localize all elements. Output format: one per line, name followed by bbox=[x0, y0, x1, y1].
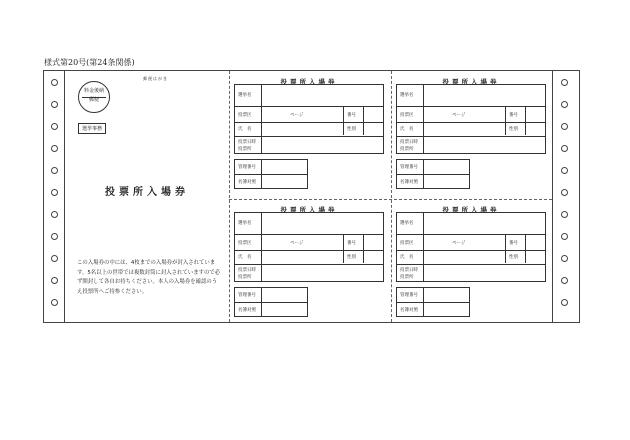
sprocket-hole bbox=[561, 211, 568, 218]
sprocket-hole bbox=[51, 167, 58, 174]
sprocket-hole bbox=[561, 101, 568, 108]
label-voting-district: 投票区 bbox=[400, 241, 414, 246]
label-polling-place: 投票所 bbox=[400, 275, 414, 280]
label-voting-datetime: 投票日時 bbox=[238, 140, 256, 145]
admission-ticket bbox=[234, 202, 384, 320]
cover-title: 投票所入場券 bbox=[105, 187, 189, 198]
label-admin-number: 管理番号 bbox=[400, 293, 418, 298]
ticket-main-box bbox=[396, 84, 546, 154]
label-number: 番号 bbox=[347, 241, 356, 246]
label-election: 選挙名 bbox=[400, 221, 414, 226]
sprocket-hole bbox=[561, 145, 568, 152]
sprocket-hole bbox=[51, 211, 58, 218]
sprocket-hole bbox=[51, 123, 58, 130]
ballot-admission-form bbox=[43, 70, 580, 323]
cover-panel bbox=[65, 71, 229, 324]
stamp-line-1: 料金後納 bbox=[83, 88, 104, 94]
ticket-admin-box bbox=[396, 159, 470, 189]
ticket-main-box bbox=[234, 212, 384, 282]
ticket-admin-box bbox=[396, 287, 470, 317]
label-number: 番号 bbox=[509, 113, 518, 118]
ticket-title: 投票所入場券 bbox=[280, 78, 338, 86]
label-admin-number: 管理番号 bbox=[238, 165, 256, 170]
label-polling-place: 投票所 bbox=[400, 147, 414, 152]
ticket-main-box bbox=[234, 84, 384, 154]
label-page: ページ bbox=[452, 241, 466, 246]
sprocket-hole bbox=[561, 123, 568, 130]
admission-ticket bbox=[396, 74, 546, 192]
label-page: ページ bbox=[290, 241, 304, 246]
sprocket-hole bbox=[51, 145, 58, 152]
sprocket-hole bbox=[561, 233, 568, 240]
label-voting-district: 投票区 bbox=[238, 241, 252, 246]
label-number: 番号 bbox=[347, 113, 356, 118]
label-name: 氏 名 bbox=[400, 255, 414, 260]
middle-fold-line bbox=[229, 199, 552, 200]
label-name: 氏 名 bbox=[400, 127, 414, 132]
label-election: 選挙名 bbox=[238, 221, 252, 226]
cover-notes: この入場券の中には、4枚までの入場券が封入されています。5名以上の世帯では複数封筒に封入されていますので必ず開封して各自お持ちください。本人の入場券を確認のうえ投票所へご持参ください。 bbox=[77, 260, 221, 295]
sprocket-hole bbox=[51, 79, 58, 86]
label-number: 番号 bbox=[509, 241, 518, 246]
sprocket-hole bbox=[561, 255, 568, 262]
sprocket-hole bbox=[561, 79, 568, 86]
label-gender: 性別 bbox=[509, 255, 518, 260]
right-strip-edge bbox=[552, 71, 553, 322]
sprocket-hole bbox=[561, 189, 568, 196]
label-voting-datetime: 投票日時 bbox=[400, 268, 418, 273]
sprocket-hole bbox=[51, 277, 58, 284]
ticket-title: 投票所入場券 bbox=[442, 206, 500, 214]
admission-ticket bbox=[396, 202, 546, 320]
sprocket-hole bbox=[561, 299, 568, 306]
label-register-check: 名簿対照 bbox=[238, 308, 256, 313]
label-admin-number: 管理番号 bbox=[400, 165, 418, 170]
label-name: 氏 名 bbox=[238, 127, 252, 132]
sprocket-hole bbox=[561, 277, 568, 284]
label-election: 選挙名 bbox=[400, 93, 414, 98]
label-register-check: 名簿対照 bbox=[400, 180, 418, 185]
label-gender: 性別 bbox=[347, 255, 356, 260]
label-page: ページ bbox=[290, 113, 304, 118]
label-register-check: 名簿対照 bbox=[400, 308, 418, 313]
label-voting-district: 投票区 bbox=[400, 113, 414, 118]
sprocket-hole bbox=[561, 167, 568, 174]
admission-ticket bbox=[234, 74, 384, 192]
form-caption: 様式第20号(第24条関係) bbox=[44, 58, 135, 67]
center-fold-line bbox=[391, 71, 392, 322]
label-voting-datetime: 投票日時 bbox=[400, 140, 418, 145]
sprocket-hole bbox=[51, 189, 58, 196]
label-register-check: 名簿対照 bbox=[238, 180, 256, 185]
label-name: 氏 名 bbox=[238, 255, 252, 260]
label-page: ページ bbox=[452, 113, 466, 118]
postcard-label: 郵便はがき bbox=[143, 76, 168, 81]
ticket-admin-box bbox=[234, 287, 308, 317]
ticket-main-box bbox=[396, 212, 546, 282]
label-voting-district: 投票区 bbox=[238, 113, 252, 118]
sprocket-hole bbox=[51, 101, 58, 108]
ticket-title: 投票所入場券 bbox=[442, 78, 500, 86]
sprocket-hole bbox=[51, 233, 58, 240]
ticket-title: 投票所入場券 bbox=[280, 206, 338, 214]
label-admin-number: 管理番号 bbox=[238, 293, 256, 298]
label-polling-place: 投票所 bbox=[238, 275, 252, 280]
label-polling-place: 投票所 bbox=[238, 147, 252, 152]
sprocket-hole bbox=[51, 299, 58, 306]
election-office-label: 選挙事務 bbox=[78, 123, 106, 134]
sprocket-hole bbox=[51, 255, 58, 262]
label-voting-datetime: 投票日時 bbox=[238, 268, 256, 273]
cover-fold-line bbox=[229, 71, 230, 322]
stamp-divider bbox=[82, 97, 106, 98]
stamp-line-2: 郵便 bbox=[88, 97, 99, 103]
postage-stamp-mark bbox=[78, 81, 110, 113]
label-gender: 性別 bbox=[509, 127, 518, 132]
label-election: 選挙名 bbox=[238, 93, 252, 98]
label-gender: 性別 bbox=[347, 127, 356, 132]
ticket-admin-box bbox=[234, 159, 308, 189]
